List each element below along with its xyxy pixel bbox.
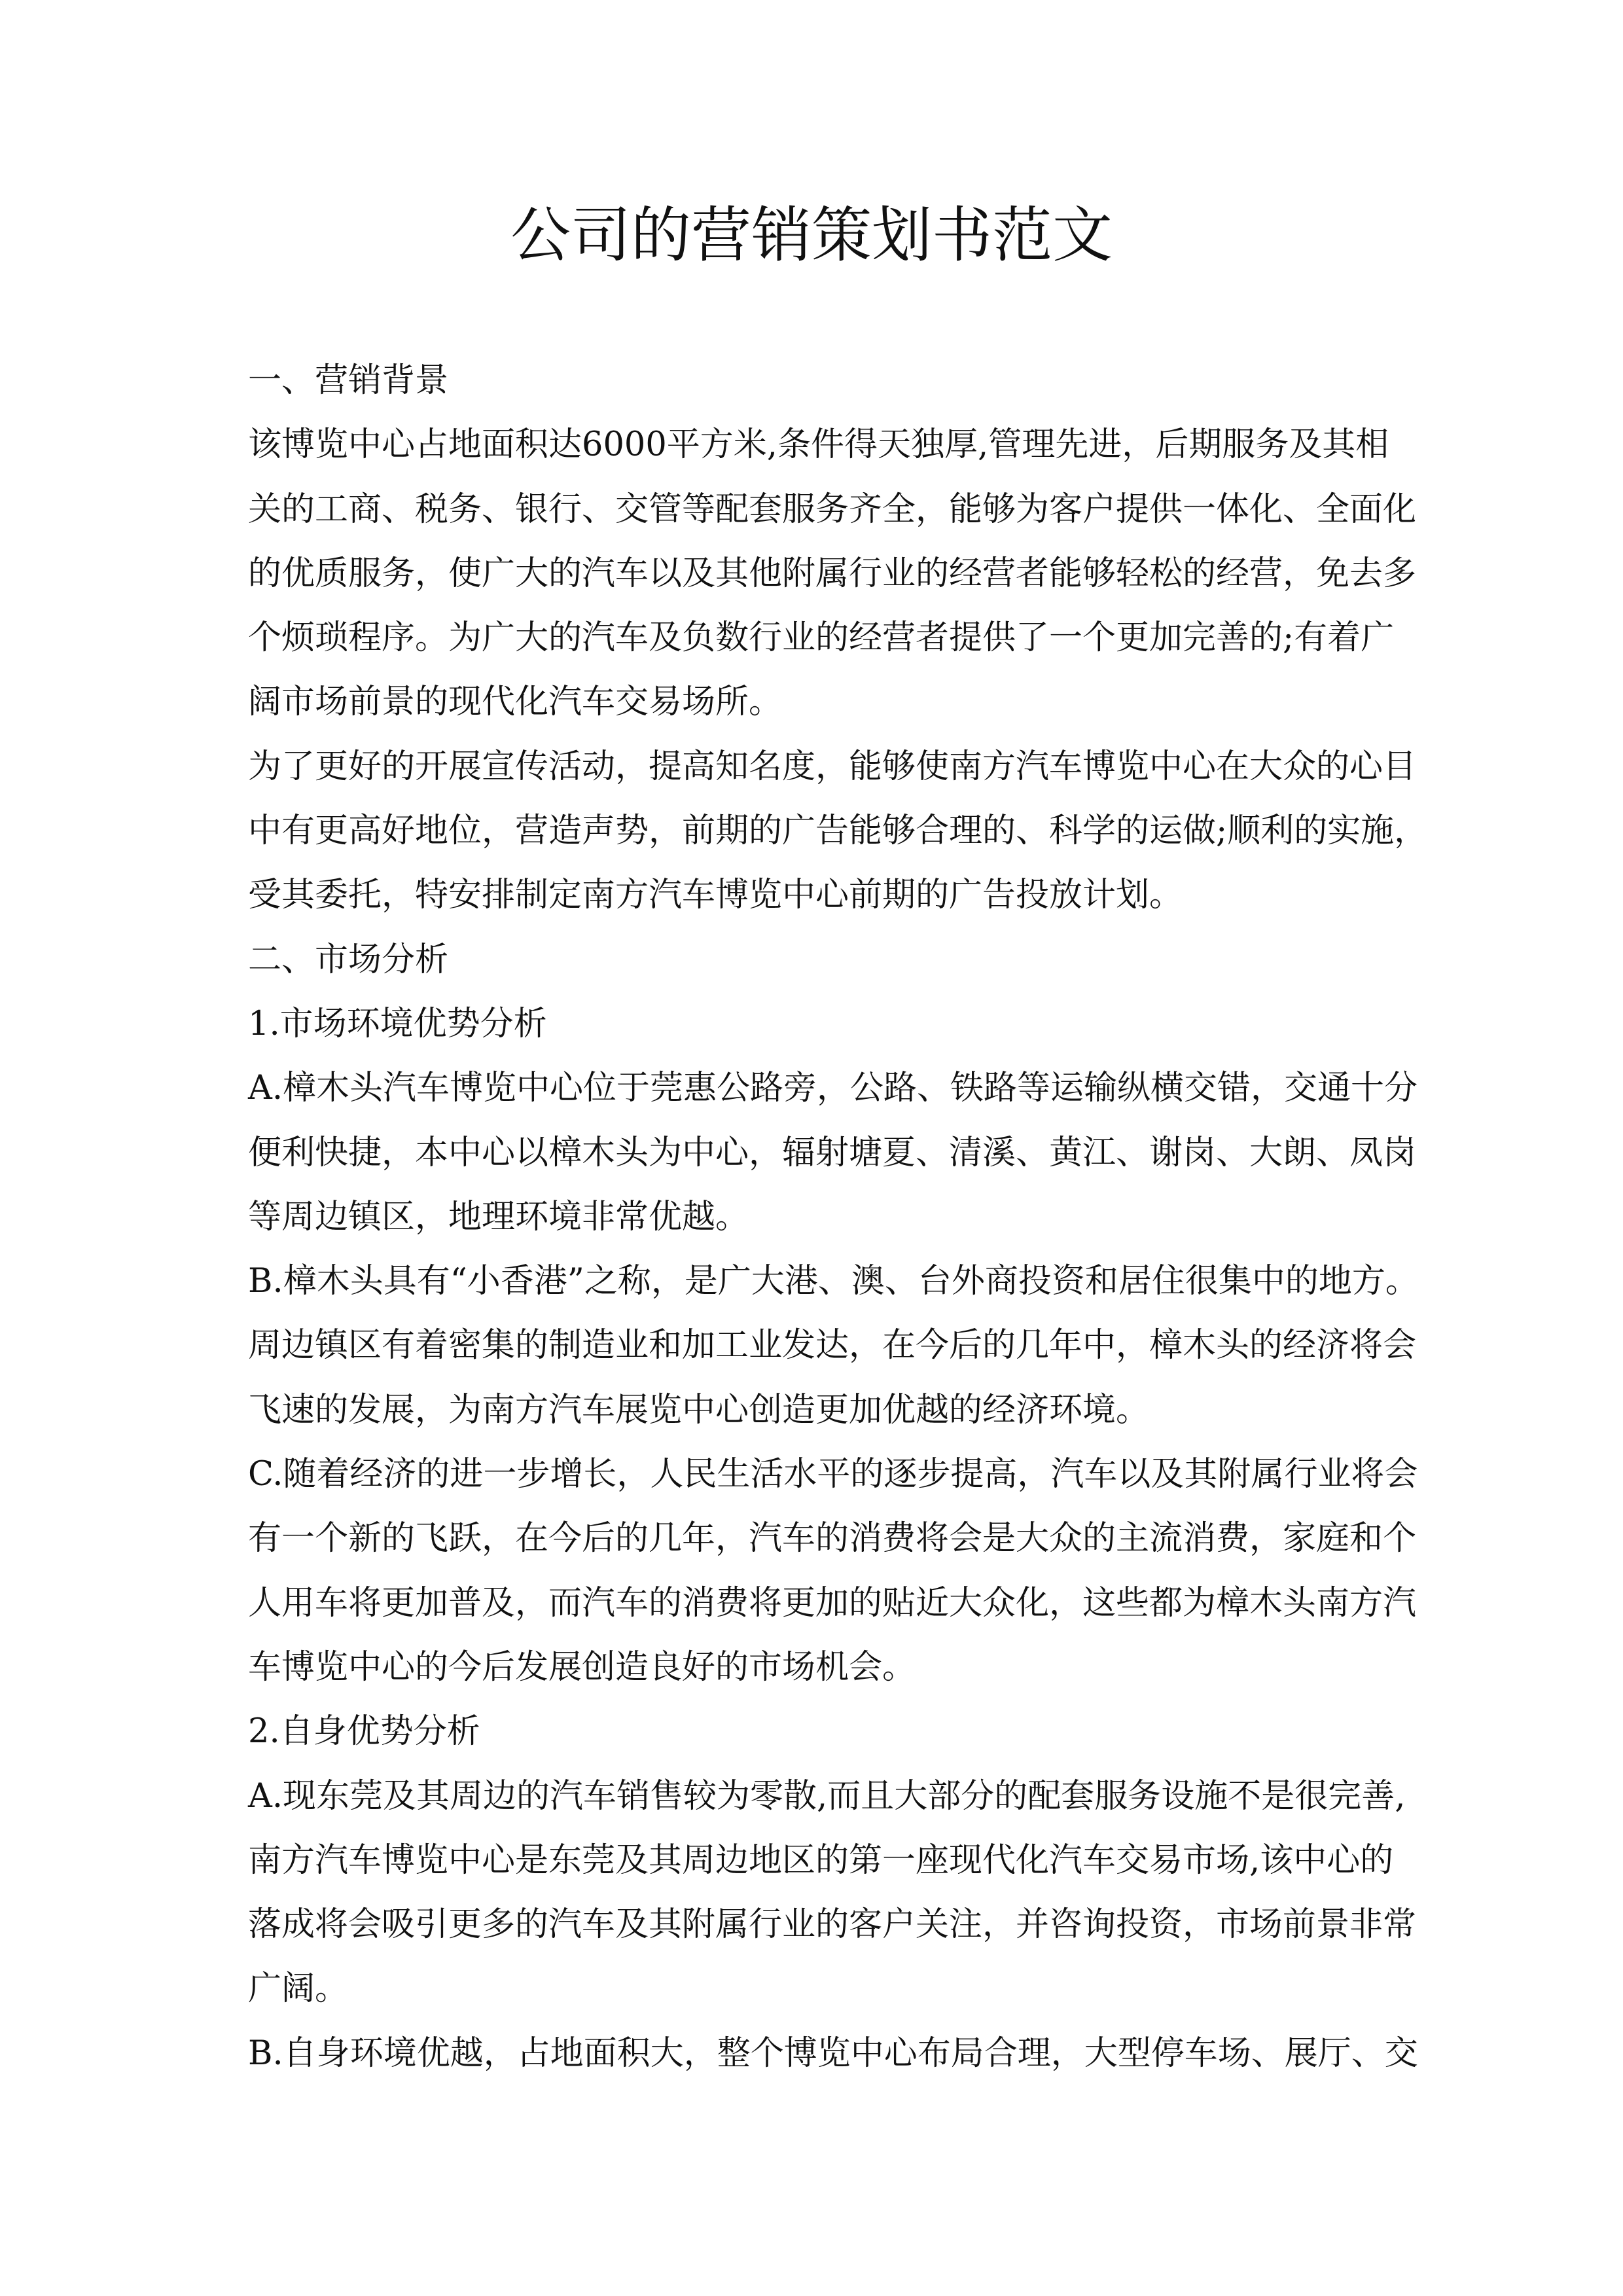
heading: 二、市场分析 (248, 940, 449, 979)
text-line: 周边镇区有着密集的制造业和加工业发达，在今后的几年中，樟木头的经济将会 (248, 1326, 1417, 1365)
text-line: 南方汽车博览中心是东莞及其周边地区的第一座现代化汽车交易市场,该中心的 (248, 1840, 1394, 1880)
text-line: 中有更高好地位，营造声势，前期的广告能够合理的、科学的运做;顺利的实施， (248, 812, 1428, 851)
text-line: B.樟木头具有“小香港”之称，是广大港、澳、台外商投资和居住很集中的地方。 (248, 1262, 1419, 1301)
text-line: 落成将会吸引更多的汽车及其附属行业的客户关注，并咨询投资，市场前景非常 (248, 1905, 1417, 1945)
heading: 一、营销背景 (248, 361, 449, 400)
text-line: 广阔。 (248, 1969, 349, 2009)
text-line: 人用车将更加普及，而汽车的消费将更加的贴近大众化，这些都为樟木头南方汽 (248, 1583, 1417, 1623)
text-line: 有一个新的飞跃，在今后的几年，汽车的消费将会是大众的主流消费，家庭和个 (248, 1519, 1417, 1558)
text-line: 该博览中心占地面积达6000平方米,条件得天独厚,管理先进，后期服务及其相 (248, 425, 1389, 465)
text-line: A.现东莞及其周边的汽车销售较为零散,而且大部分的配套服务设施不是很完善, (248, 1776, 1406, 1816)
text-line: 受其委托，特安排制定南方汽车博览中心前期的广告投放计划。 (248, 876, 1183, 915)
text-line: 便利快捷，本中心以樟木头为中心，辐射塘夏、清溪、黄江、谢岗、大朗、凤岗 (248, 1133, 1417, 1172)
text-line: 为了更好的开展宣传活动，提高知名度，能够使南方汽车博览中心在大众的心目 (248, 747, 1417, 786)
text-line: 的优质服务，使广大的汽车以及其他附属行业的经营者能够轻松的经营，免去多 (248, 554, 1417, 593)
text-line: B.自身环境优越，占地面积大，整个博览中心布局合理，大型停车场、展厅、交 (248, 2034, 1418, 2073)
text-line: C.随着经济的进一步增长，人民生活水平的逐步提高，汽车以及其附属行业将会 (248, 1455, 1418, 1494)
document-title: 公司的营销策划书范文 (510, 200, 1113, 270)
text-line: 个烦琐程序。为广大的汽车及负数行业的经营者提供了一个更加完善的;有着广 (248, 619, 1395, 658)
subheading: 1.市场环境优势分析 (248, 1004, 547, 1043)
text-line: 关的工商、税务、银行、交管等配套服务齐全，能够为客户提供一体化、全面化 (248, 490, 1417, 529)
document-body (248, 349, 1428, 2086)
text-line: A.樟木头汽车博览中心位于莞惠公路旁，公路、铁路等运输纵横交错，交通十分 (248, 1069, 1418, 1108)
text-line: 等周边镇区，地理环境非常优越。 (248, 1197, 749, 1236)
text-line: 阔市场前景的现代化汽车交易场所。 (248, 683, 783, 722)
text-line: 飞速的发展，为南方汽车展览中心创造更加优越的经济环境。 (248, 1390, 1150, 1429)
text-line: 车博览中心的今后发展创造良好的市场机会。 (248, 1647, 916, 1687)
subheading: 2.自身优势分析 (248, 1712, 480, 1751)
